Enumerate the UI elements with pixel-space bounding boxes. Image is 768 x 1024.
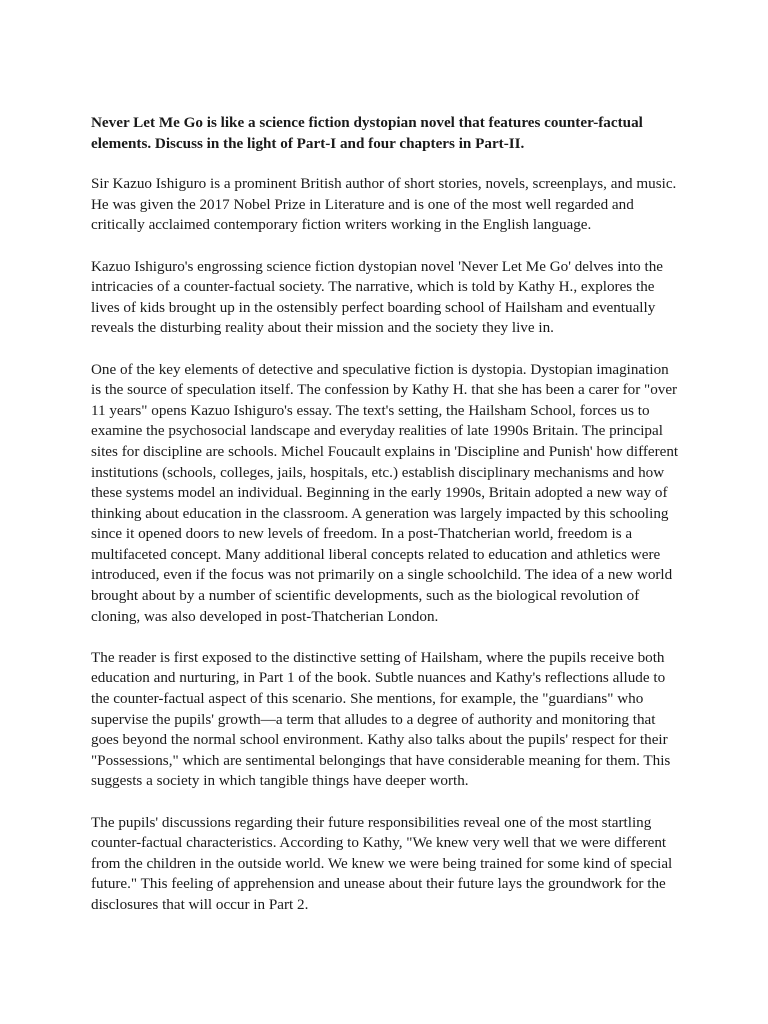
paragraph-dystopia: One of the key elements of detective and speculative fiction is dystopia. Dystopian imagination is the source of speculation itself. The confession by Kathy H. that she has been a carer for "over 11 years" opens Kazuo Ishiguro's essay. The text's setting, the Hailsham School, forces us to examine the psychosocial landscape and everyday realities of late 1990s Britain. The principal sites for discipline are schools. Michel Foucault explains in 'Discipline and Punish' how different institutions (schools, colleges, jails, hospitals, etc.) establish disciplinary mechanisms and how these systems model an individual. Beginning in the early 1990s, Britain adopted a new way of thinking about education in the classroom. A generation was largely impacted by this schooling since it opened doors to new levels of freedom. In a post-Thatcherian world, freedom is a multifaceted concept. Many additional liberal concepts related to education and athletics were introduced, even if the focus was not primarily on a single schoolchild. The idea of a new world brought about by a number of scientific developments, such as the biological revolution of cloning, was also developed in post-Thatcherian London. bbox=[91, 360, 679, 625]
paragraph-intro: Sir Kazuo Ishiguro is a prominent British author of short stories, novels, screenplays, and music. He was given the 2017 Nobel Prize in Literature and is one of the most well regarded and critically acclaimed contemporary fiction writers working in the English language. bbox=[91, 175, 677, 234]
essay-question-heading: Never Let Me Go is like a science fiction dystopian novel that features counter-factual elements. Discuss in the light of Part-I and four chapters in Part-II. bbox=[91, 114, 643, 152]
paragraph-future-responsibilities: The pupils' discussions regarding their future responsibilities reveal one of the most startling counter-factual characteristics. According to Kathy, "We knew very well that we were different from the children in the outside world. We knew we were being trained for some kind of special future." This feeling of apprehension and unease about their future lays the groundwork for the disclosures that will occur in Part 2. bbox=[91, 813, 673, 913]
document-page bbox=[91, 113, 681, 936]
paragraph-novel-overview: Kazuo Ishiguro's engrossing science fiction dystopian novel 'Never Let Me Go' delves into the intricacies of a counter-factual society. The narrative, which is told by Kathy H., explores the lives of kids brought up in the ostensibly perfect boarding school of Hailsham and eventually reveals the disturbing reality about their mission and the society they live in. bbox=[91, 257, 664, 337]
paragraph-hailsham-setting: The reader is first exposed to the distinctive setting of Hailsham, where the pupils receive both education and nurturing, in Part 1 of the book. Subtle nuances and Kathy's reflections allude to the counter-factual aspect of this scenario. She mentions, for example, the "guardians" who supervise the pupils' growth—a term that alludes to a degree of authority and monitoring that goes beyond the normal school environment. Kathy also talks about the pupils' respect for their "Possessions," which are sentimental belongings that have considerable meaning for them. This suggests a society in which tangible things have deeper worth. bbox=[91, 648, 671, 790]
